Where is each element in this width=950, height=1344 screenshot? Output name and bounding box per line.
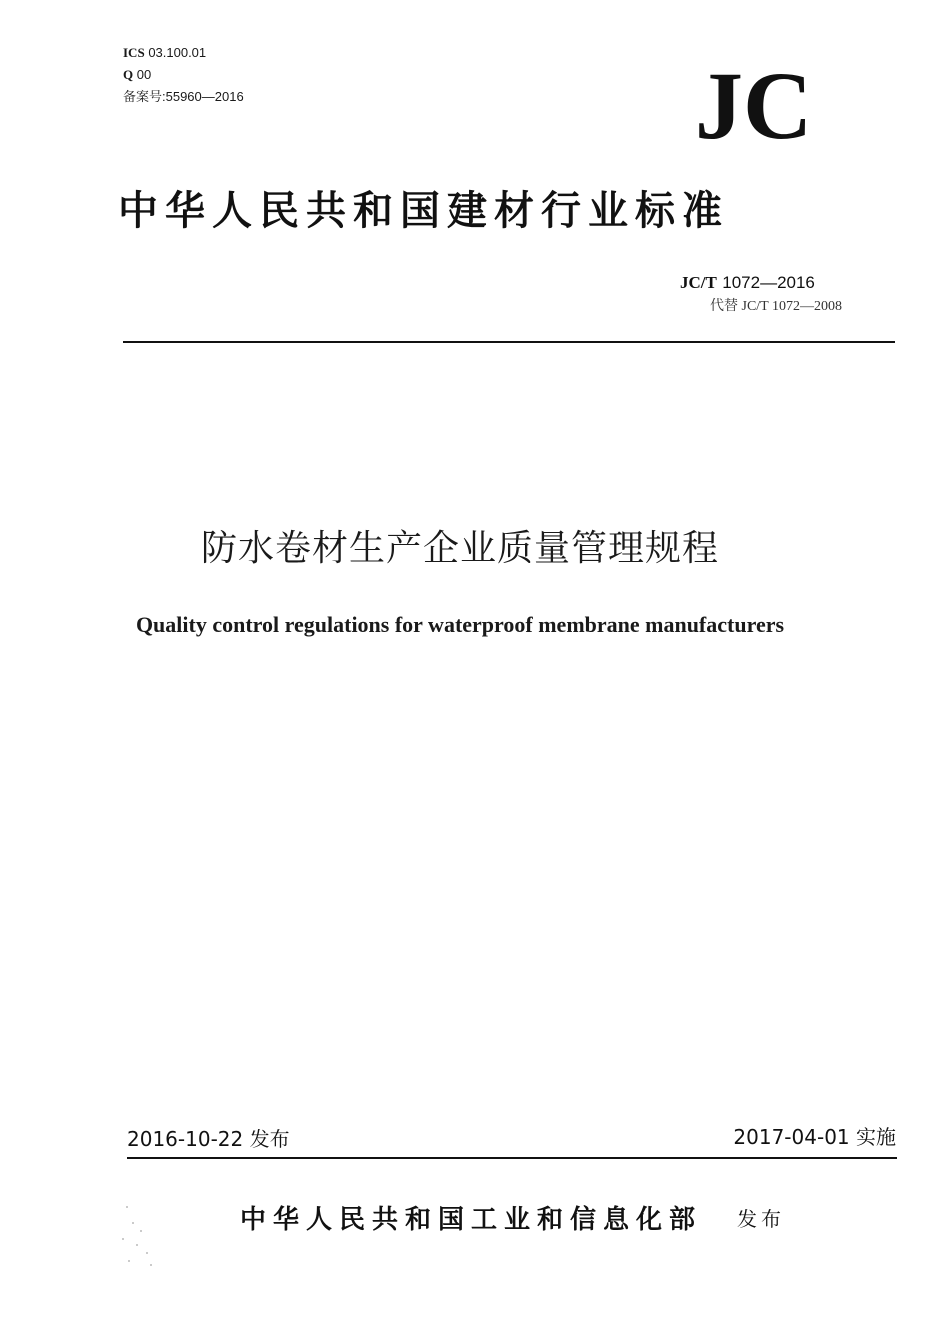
issuing-authority: 中华人民共和国工业和信息化部 — [240, 1205, 703, 1235]
issuer-suffix: 发布 — [737, 1207, 785, 1231]
classification-line — [123, 66, 151, 83]
class-label: Q — [123, 67, 134, 82]
document-title-zh: 防水卷材生产企业质量管理规程 — [200, 528, 719, 569]
implementation-date: 2017-04-01 实施 — [733, 1125, 896, 1149]
standard-code: JC/T — [680, 273, 717, 292]
record-number: 备案号:55960—2016 — [123, 89, 244, 104]
replaces-note: 代替 JC/T 1072—2008 — [710, 299, 842, 314]
standard-number-year: 1072—2016 — [722, 273, 815, 292]
issue-date: 2016-10-22 发布 — [127, 1127, 290, 1151]
bottom-divider — [127, 1157, 897, 1159]
standard-category-heading: 中华人民共和国建材行业标准 — [118, 187, 729, 234]
top-divider — [123, 341, 895, 343]
scan-artifact — [110, 1200, 160, 1270]
ics-line — [123, 44, 206, 61]
jc-logo: JC — [695, 52, 813, 159]
document-title-en: Quality control regulations for waterproof membrane manufacturers — [135, 612, 785, 637]
class-code: 00 — [136, 67, 152, 82]
ics-label: ICS — [123, 45, 145, 60]
ics-code: 03.100.01 — [148, 45, 207, 60]
standard-number — [680, 272, 815, 294]
